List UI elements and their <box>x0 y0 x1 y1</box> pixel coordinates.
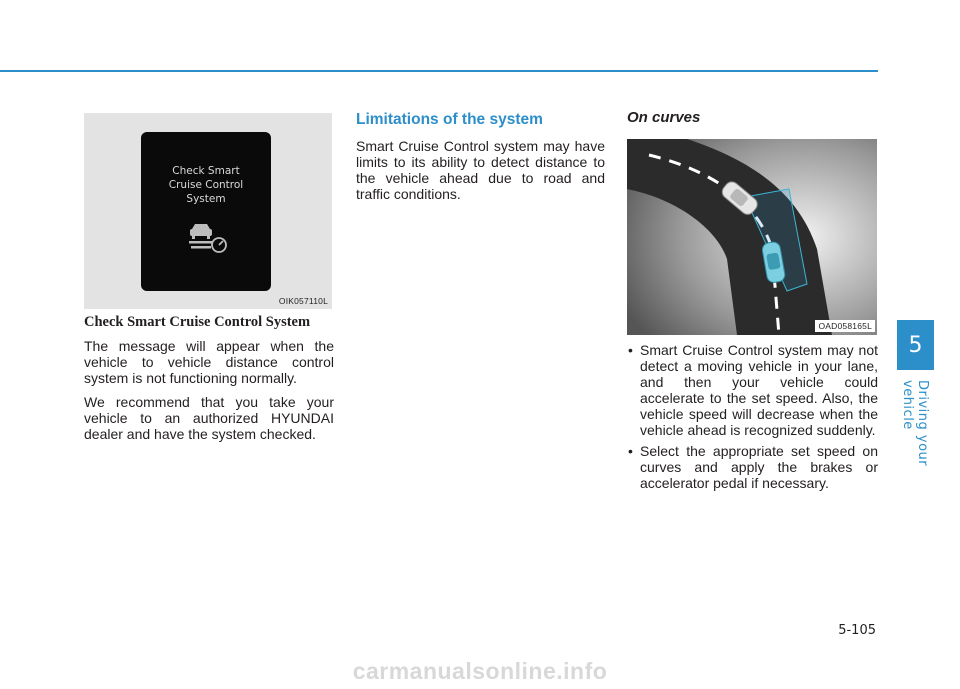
chapter-number-tab: 5 <box>897 320 934 370</box>
figure-code: OIK057110L <box>278 296 328 306</box>
paragraph: The message will appear when the vehicle to vehicle distance control system is not functioning normally. <box>84 338 334 386</box>
smart-cruise-control-icon <box>188 221 228 253</box>
figure-code: OAD058165L <box>815 320 875 332</box>
chapter-title: Driving your vehicle <box>900 380 930 467</box>
paragraph: We recommend that you take your vehicle to an authorized HYUNDAI dealer and have the system checked. <box>84 394 334 442</box>
column-1-text <box>84 314 334 450</box>
curve-illustration <box>627 139 877 335</box>
bullet-icon: • <box>628 443 633 459</box>
list-item: • Smart Cruise Control system may not detect a moving vehicle in your lane, and then your vehicle could accelerate to the set speed. Also, the vehicle speed will decrease when the vehicle ahead is recognized suddenly. <box>628 342 878 438</box>
header-rule <box>0 70 878 72</box>
cluster-warning-message: Check Smart Cruise Control System <box>168 165 244 205</box>
subsection-heading: Check Smart Cruise Control System <box>84 314 311 330</box>
subsection-heading: On curves <box>627 109 701 126</box>
bullet-list <box>627 342 878 496</box>
column-2 <box>356 110 605 210</box>
curved-road-illustration <box>627 139 877 335</box>
column-3-heading-block <box>627 108 878 128</box>
section-heading: Limitations of the system <box>356 111 543 128</box>
watermark: carmanualsonline.info <box>352 658 608 684</box>
page-number: 5-105 <box>838 623 876 638</box>
cluster-display <box>141 132 271 291</box>
bullet-icon: • <box>628 342 633 358</box>
cluster-warning-figure <box>84 113 332 309</box>
list-item: • Select the appropriate set speed on curves and apply the brakes or accelerator pedal if necessary. <box>628 443 878 491</box>
paragraph: Smart Cruise Control system may have limits to its ability to detect distance to the vehicle ahead due to road and traffic conditions. <box>356 138 605 202</box>
